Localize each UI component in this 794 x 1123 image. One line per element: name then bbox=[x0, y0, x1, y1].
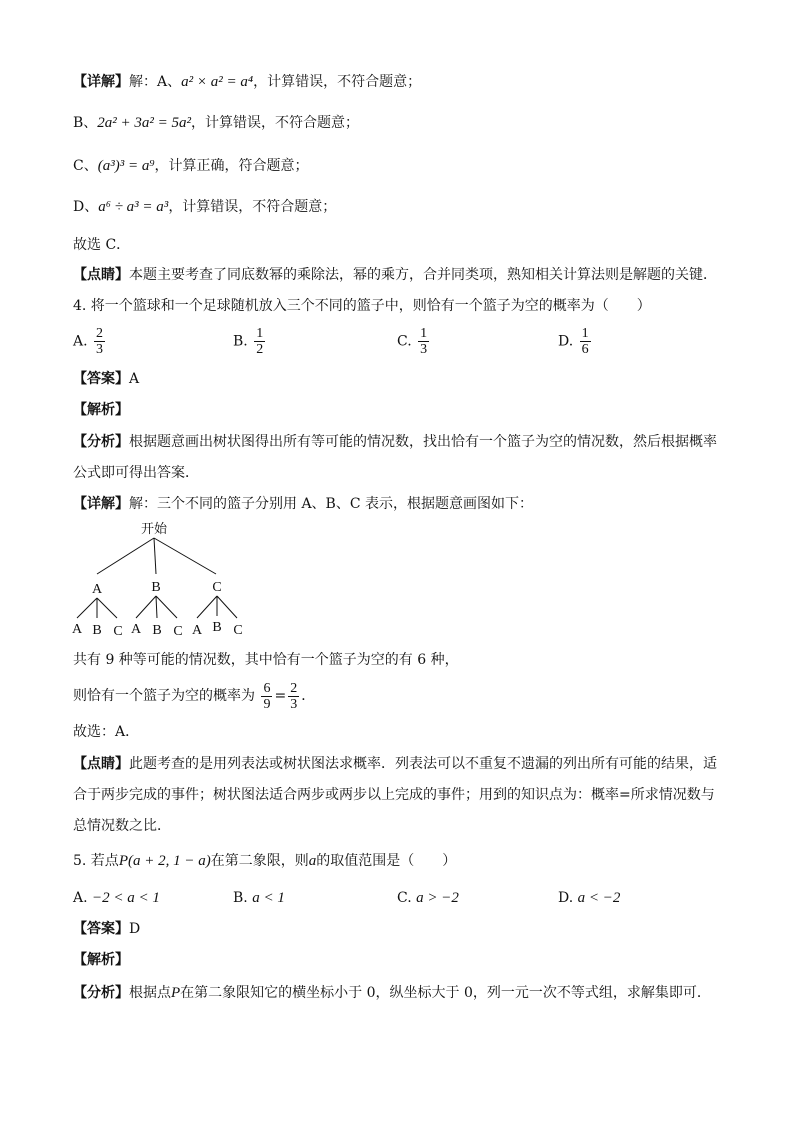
tree-leaf: A bbox=[130, 622, 142, 637]
q4-option-c: C. $\frac{1}{3}$ bbox=[397, 326, 428, 357]
branch-line bbox=[97, 598, 117, 618]
q5-option-d: D. a < −2 bbox=[558, 890, 621, 906]
q4-count-line: 共有 9 种等可能的情况数，其中恰有一个篮子为空的有 6 种， bbox=[73, 652, 459, 668]
q4-option-d: D. $\frac{1}{6}$ bbox=[558, 326, 589, 357]
q5-fenxi-line: 【分析】根据点P在第二象限知它的横坐标小于 0，纵坐标大于 0，列一元一次不等式组，求解集即可． bbox=[73, 985, 711, 1001]
question-4-stem: 4. 将一个篮球和一个足球随机放入三个不同的篮子中，则恰有一个篮子为空的概率为（ ） bbox=[73, 298, 651, 314]
tree-leaf: B bbox=[92, 623, 102, 638]
fraction: $\frac{1}{3}$ bbox=[420, 326, 428, 357]
tree-leaf: B bbox=[152, 623, 162, 638]
q4-remark-line-1: 【点睛】此题考查的是用列表法或树状图法求概率．列表法可以不重复不遗漏的列出所有可能的结果，适 bbox=[73, 756, 717, 772]
remark-tag: 【点睛】 bbox=[73, 756, 129, 772]
detail-tag: 【详解】 bbox=[73, 74, 129, 90]
tree-root: 开始 bbox=[140, 522, 168, 537]
branch-line bbox=[156, 596, 177, 618]
math-expression: P(a + 2, 1 − a) bbox=[118, 853, 211, 869]
fenxi-tag: 【分析】 bbox=[73, 434, 129, 450]
q4-probability-line: 则恰有一个篮子为空的概率为 $\frac{6}{9}$ = $\frac{2}{3}$ ． bbox=[73, 680, 316, 712]
q4-option-b: B. $\frac{1}{2}$ bbox=[233, 326, 264, 357]
branch-line bbox=[156, 596, 157, 618]
q5-option-c: C. a > −2 bbox=[397, 890, 459, 906]
branch-line bbox=[97, 538, 154, 574]
solution-line-c: C、(a³)³ = a⁹，计算正确，符合题意； bbox=[73, 158, 309, 174]
fraction: $\frac{1}{2}$ bbox=[256, 326, 264, 357]
tree-leaf: C bbox=[113, 624, 123, 639]
answer-tag: 【答案】 bbox=[73, 921, 129, 937]
math-expression: a⁶ ÷ a³ = a³ bbox=[98, 199, 169, 215]
q4-remark-line-3: 总情况数之比． bbox=[73, 818, 171, 834]
solution-line-b: B、2a² + 3a² = 5a²，计算错误，不符合题意； bbox=[73, 115, 360, 131]
branch-line bbox=[154, 538, 216, 574]
branch-line bbox=[154, 538, 156, 574]
answer-tag: 【答案】 bbox=[73, 371, 129, 387]
question-5-stem: 5. 若点P(a + 2, 1 − a)在第二象限，则a的取值范围是（ ） bbox=[73, 853, 457, 869]
q5-answer: 【答案】D bbox=[73, 921, 141, 937]
tree-leaf: B bbox=[212, 620, 222, 635]
tree-leaf: A bbox=[71, 622, 83, 637]
tree-diagram bbox=[60, 518, 260, 642]
fenxi-tag: 【分析】 bbox=[73, 985, 129, 1001]
branch-line bbox=[217, 596, 237, 618]
remark-tag: 【点睛】 bbox=[73, 267, 129, 283]
math-expression: (a³)³ = a⁹ bbox=[97, 158, 155, 174]
fraction: $\frac{6}{9}$ bbox=[263, 680, 271, 712]
math-expression: a² × a² = a⁴ bbox=[181, 74, 254, 90]
tree-leaf: C bbox=[173, 624, 183, 639]
fraction: $\frac{2}{3}$ bbox=[96, 326, 104, 357]
detail-tag: 【详解】 bbox=[73, 496, 129, 512]
q5-option-b: B. a < 1 bbox=[233, 890, 285, 906]
q4-analysis-tag: 【解析】 bbox=[73, 402, 129, 418]
branch-line bbox=[77, 598, 97, 618]
q4-option-a: A. $\frac{2}{3}$ bbox=[73, 326, 104, 357]
tree-branches bbox=[77, 538, 237, 618]
fraction: $\frac{2}{3}$ bbox=[290, 680, 298, 712]
q4-fenxi-line-2: 公式即可得出答案． bbox=[73, 465, 199, 481]
q4-choose-line: 故选：A． bbox=[73, 724, 140, 740]
math-expression: 2a² + 3a² = 5a² bbox=[97, 115, 192, 131]
fraction: $\frac{1}{6}$ bbox=[581, 326, 589, 357]
solution-line-a: 【详解】解：A、a² × a² = a⁴，计算错误，不符合题意； bbox=[73, 74, 422, 90]
tree-leaf: C bbox=[233, 623, 243, 638]
solution-line-d: D、a⁶ ÷ a³ = a³，计算错误，不符合题意； bbox=[73, 199, 337, 215]
tree-node: C bbox=[212, 580, 222, 595]
q4-detail-line: 【详解】解：三个不同的篮子分别用 A、B、C 表示，根据题意画图如下： bbox=[73, 496, 534, 512]
branch-line bbox=[197, 596, 217, 618]
tree-node: B bbox=[151, 580, 161, 595]
choose-line: 故选 C． bbox=[73, 237, 131, 253]
tree-leaf: A bbox=[191, 623, 203, 638]
remark-line: 【点睛】本题主要考查了同底数幂的乘除法，幂的乘方，合并同类项，熟知相关计算法则是解题的关键． bbox=[73, 267, 717, 283]
q4-answer: 【答案】A bbox=[73, 371, 140, 387]
tree-node: A bbox=[91, 582, 103, 597]
q4-remark-line-2: 合于两步完成的事件；树状图法适合两步或两步以上完成的事件；用到的知识点为：概率=所求情况数与 bbox=[73, 787, 715, 803]
q5-analysis-tag: 【解析】 bbox=[73, 952, 129, 968]
q5-option-a: A. −2 < a < 1 bbox=[73, 890, 160, 906]
q4-fenxi-line-1: 【分析】根据题意画出树状图得出所有等可能的情况数，找出恰有一个篮子为空的情况数，然后根据概率 bbox=[73, 434, 717, 450]
branch-line bbox=[136, 596, 156, 618]
